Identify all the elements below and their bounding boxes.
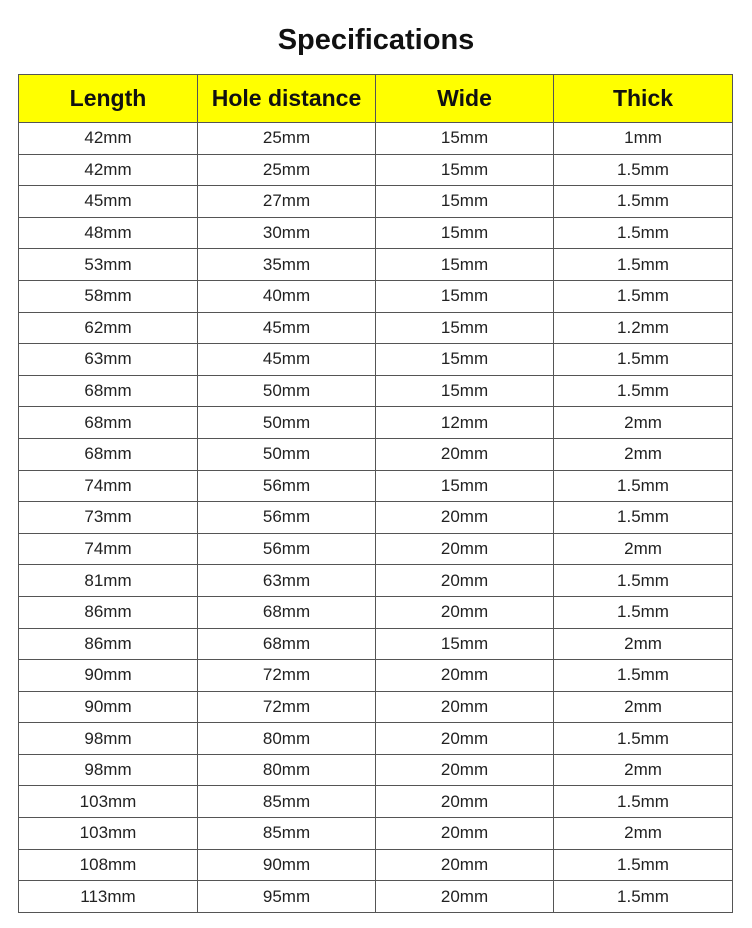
table-row [19, 438, 733, 470]
length-cell: 74mm [19, 533, 198, 565]
wide-cell: 20mm [376, 849, 554, 881]
thick-cell: 2mm [554, 407, 733, 439]
table-row [19, 533, 733, 565]
page-title: Specifications [277, 24, 475, 56]
wide-cell: 20mm [376, 754, 554, 786]
hole-distance-cell: 95mm [198, 881, 376, 913]
table-row [19, 881, 733, 913]
length-cell: 68mm [19, 375, 198, 407]
length-cell: 108mm [19, 849, 198, 881]
thick-cell: 1.5mm [554, 280, 733, 312]
thick-cell: 1.5mm [554, 470, 733, 502]
table-body [19, 123, 733, 913]
hole-distance-cell: 85mm [198, 818, 376, 850]
length-cell: 74mm [19, 470, 198, 502]
thick-cell: 1mm [554, 123, 733, 155]
length-cell: 53mm [19, 249, 198, 281]
length-cell: 42mm [19, 154, 198, 186]
length-cell: 86mm [19, 596, 198, 628]
thick-cell: 1.5mm [554, 249, 733, 281]
hole-distance-cell: 63mm [198, 565, 376, 597]
wide-cell: 15mm [376, 312, 554, 344]
table-row [19, 502, 733, 534]
thick-cell: 2mm [554, 754, 733, 786]
hole-distance-cell: 72mm [198, 660, 376, 692]
length-cell: 58mm [19, 280, 198, 312]
hole-distance-cell: 80mm [198, 754, 376, 786]
thick-cell: 1.5mm [554, 375, 733, 407]
length-cell: 48mm [19, 217, 198, 249]
table-row [19, 312, 733, 344]
wide-cell: 15mm [376, 344, 554, 376]
thick-cell: 1.5mm [554, 502, 733, 534]
wide-cell: 20mm [376, 533, 554, 565]
wide-cell: 15mm [376, 186, 554, 218]
table-row [19, 217, 733, 249]
length-cell: 98mm [19, 723, 198, 755]
wide-cell: 12mm [376, 407, 554, 439]
hole-distance-cell: 45mm [198, 312, 376, 344]
table-header [19, 75, 733, 123]
length-cell: 90mm [19, 660, 198, 692]
thick-cell: 1.5mm [554, 217, 733, 249]
table-row [19, 280, 733, 312]
table-row [19, 123, 733, 155]
wide-cell: 15mm [376, 217, 554, 249]
length-cell: 103mm [19, 786, 198, 818]
hole-distance-cell: 56mm [198, 533, 376, 565]
wide-cell: 15mm [376, 123, 554, 155]
table-row [19, 628, 733, 660]
thick-cell: 1.5mm [554, 186, 733, 218]
thick-cell: 1.5mm [554, 344, 733, 376]
wide-cell: 20mm [376, 438, 554, 470]
table-row [19, 154, 733, 186]
table-row [19, 344, 733, 376]
wide-cell: 20mm [376, 723, 554, 755]
thick-cell: 1.5mm [554, 881, 733, 913]
thick-cell: 1.5mm [554, 660, 733, 692]
wide-cell: 15mm [376, 249, 554, 281]
length-cell: 45mm [19, 186, 198, 218]
hole-distance-cell: 68mm [198, 596, 376, 628]
hole-distance-cell: 30mm [198, 217, 376, 249]
column-header-hole-distance: Hole distance [198, 75, 376, 123]
hole-distance-cell: 25mm [198, 123, 376, 155]
thick-cell: 2mm [554, 691, 733, 723]
column-header-wide: Wide [376, 75, 554, 123]
wide-cell: 15mm [376, 154, 554, 186]
wide-cell: 15mm [376, 280, 554, 312]
table-row [19, 596, 733, 628]
table-row [19, 818, 733, 850]
column-header-length: Length [19, 75, 198, 123]
wide-cell: 20mm [376, 565, 554, 597]
thick-cell: 1.5mm [554, 849, 733, 881]
table-row [19, 186, 733, 218]
hole-distance-cell: 68mm [198, 628, 376, 660]
thick-cell: 2mm [554, 533, 733, 565]
length-cell: 90mm [19, 691, 198, 723]
thick-cell: 2mm [554, 818, 733, 850]
wide-cell: 20mm [376, 596, 554, 628]
table-row [19, 407, 733, 439]
header-row [19, 75, 733, 123]
length-cell: 73mm [19, 502, 198, 534]
thick-cell: 1.5mm [554, 596, 733, 628]
wide-cell: 20mm [376, 660, 554, 692]
length-cell: 42mm [19, 123, 198, 155]
wide-cell: 20mm [376, 881, 554, 913]
length-cell: 62mm [19, 312, 198, 344]
hole-distance-cell: 50mm [198, 375, 376, 407]
hole-distance-cell: 50mm [198, 407, 376, 439]
hole-distance-cell: 85mm [198, 786, 376, 818]
thick-cell: 2mm [554, 628, 733, 660]
wide-cell: 15mm [376, 628, 554, 660]
length-cell: 63mm [19, 344, 198, 376]
length-cell: 81mm [19, 565, 198, 597]
specifications-table [18, 74, 733, 913]
hole-distance-cell: 25mm [198, 154, 376, 186]
thick-cell: 1.5mm [554, 723, 733, 755]
thick-cell: 1.5mm [554, 786, 733, 818]
wide-cell: 20mm [376, 786, 554, 818]
table-row [19, 375, 733, 407]
thick-cell: 1.2mm [554, 312, 733, 344]
wide-cell: 20mm [376, 691, 554, 723]
wide-cell: 20mm [376, 502, 554, 534]
hole-distance-cell: 40mm [198, 280, 376, 312]
wide-cell: 15mm [376, 470, 554, 502]
wide-cell: 20mm [376, 818, 554, 850]
hole-distance-cell: 45mm [198, 344, 376, 376]
wide-cell: 15mm [376, 375, 554, 407]
table-row [19, 849, 733, 881]
table-row [19, 249, 733, 281]
length-cell: 68mm [19, 438, 198, 470]
thick-cell: 1.5mm [554, 154, 733, 186]
length-cell: 113mm [19, 881, 198, 913]
table-row [19, 660, 733, 692]
hole-distance-cell: 80mm [198, 723, 376, 755]
table-row [19, 754, 733, 786]
table-row [19, 565, 733, 597]
length-cell: 86mm [19, 628, 198, 660]
table-row [19, 691, 733, 723]
hole-distance-cell: 35mm [198, 249, 376, 281]
table-row [19, 786, 733, 818]
thick-cell: 1.5mm [554, 565, 733, 597]
hole-distance-cell: 72mm [198, 691, 376, 723]
hole-distance-cell: 56mm [198, 502, 376, 534]
length-cell: 68mm [19, 407, 198, 439]
hole-distance-cell: 50mm [198, 438, 376, 470]
table-row [19, 723, 733, 755]
thick-cell: 2mm [554, 438, 733, 470]
hole-distance-cell: 56mm [198, 470, 376, 502]
hole-distance-cell: 27mm [198, 186, 376, 218]
hole-distance-cell: 90mm [198, 849, 376, 881]
length-cell: 103mm [19, 818, 198, 850]
column-header-thick: Thick [554, 75, 733, 123]
length-cell: 98mm [19, 754, 198, 786]
table-row [19, 470, 733, 502]
